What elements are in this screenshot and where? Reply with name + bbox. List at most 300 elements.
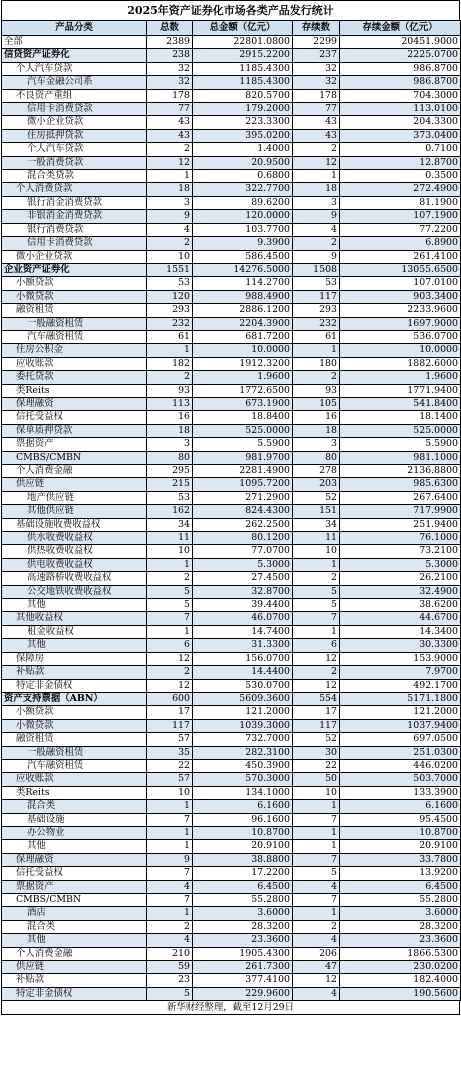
table-row <box>2 532 461 545</box>
header-category: 产品分类 <box>2 21 147 36</box>
outstanding-count-cell: 237 <box>293 49 340 62</box>
total-amount-cell: 3.6000 <box>193 907 293 920</box>
category-cell: 信贷资产证券化 <box>2 49 147 62</box>
total-count-cell: 2 <box>147 143 193 156</box>
outstanding-amount-cell: 12.8700 <box>340 156 461 169</box>
outstanding-count-cell: 206 <box>293 947 340 960</box>
total-amount-cell: 1.9600 <box>193 371 293 384</box>
table-row <box>2 974 461 987</box>
total-amount-cell: 525.0000 <box>193 424 293 437</box>
category-cell: 公交地铁收费收益权 <box>2 585 147 598</box>
total-count-cell: 1 <box>147 625 193 638</box>
total-amount-cell: 271.2900 <box>193 491 293 504</box>
outstanding-amount-cell: 2233.9600 <box>340 304 461 317</box>
outstanding-amount-cell: 541.8400 <box>340 397 461 410</box>
outstanding-count-cell: 9 <box>293 210 340 223</box>
table-row <box>2 880 461 893</box>
outstanding-amount-cell: 30.3300 <box>340 639 461 652</box>
outstanding-amount-cell: 14.3400 <box>340 625 461 638</box>
category-cell: 特定非金债权 <box>2 987 147 1000</box>
table-row <box>2 920 461 933</box>
outstanding-count-cell: 293 <box>293 304 340 317</box>
category-cell: 住房公积金 <box>2 344 147 357</box>
category-cell: 基础设施 <box>2 813 147 826</box>
table-row <box>2 894 461 907</box>
outstanding-amount-cell: 77.2200 <box>340 223 461 236</box>
category-cell: 委托贷款 <box>2 371 147 384</box>
total-amount-cell: 46.0700 <box>193 612 293 625</box>
outstanding-amount-cell: 26.2100 <box>340 572 461 585</box>
total-count-cell: 1 <box>147 800 193 813</box>
category-cell: 其他供应链 <box>2 505 147 518</box>
outstanding-count-cell: 61 <box>293 330 340 343</box>
header-outstanding-amount: 存续金额（亿元） <box>340 21 461 36</box>
category-cell: 个人消费贷款 <box>2 183 147 196</box>
outstanding-count-cell: 2 <box>293 237 340 250</box>
category-cell: 汽车金融公司系 <box>2 76 147 89</box>
total-amount-cell: 156.0700 <box>193 652 293 665</box>
outstanding-count-cell: 52 <box>293 491 340 504</box>
outstanding-amount-cell: 18.1400 <box>340 411 461 424</box>
category-cell: 一般融资租赁 <box>2 317 147 330</box>
outstanding-amount-cell: 44.6700 <box>340 612 461 625</box>
category-cell: 其他 <box>2 599 147 612</box>
table-row <box>2 237 461 250</box>
table-row <box>2 518 461 531</box>
outstanding-amount-cell: 1882.6000 <box>340 357 461 370</box>
total-count-cell: 10 <box>147 786 193 799</box>
category-cell: 小微贷款 <box>2 290 147 303</box>
total-amount-cell: 229.9600 <box>193 987 293 1000</box>
outstanding-count-cell: 18 <box>293 183 340 196</box>
outstanding-amount-cell: 28.3200 <box>340 920 461 933</box>
total-amount-cell: 14.4400 <box>193 666 293 679</box>
table-row <box>2 344 461 357</box>
table-row <box>2 679 461 692</box>
outstanding-count-cell: 6 <box>293 639 340 652</box>
outstanding-count-cell: 1 <box>293 800 340 813</box>
outstanding-count-cell: 7 <box>293 813 340 826</box>
outstanding-amount-cell: 182.4000 <box>340 974 461 987</box>
outstanding-amount-cell: 704.3000 <box>340 89 461 102</box>
table-row <box>2 250 461 263</box>
outstanding-count-cell: 1 <box>293 558 340 571</box>
total-amount-cell: 9.3900 <box>193 237 293 250</box>
outstanding-amount-cell: 0.7100 <box>340 143 461 156</box>
total-amount-cell: 10.0000 <box>193 344 293 357</box>
outstanding-amount-cell: 2136.8800 <box>340 465 461 478</box>
outstanding-count-cell: 93 <box>293 384 340 397</box>
category-cell: 应收账款 <box>2 773 147 786</box>
outstanding-amount-cell: 55.2800 <box>340 894 461 907</box>
total-count-cell: 2389 <box>147 36 193 49</box>
total-amount-cell: 377.4100 <box>193 974 293 987</box>
total-count-cell: 10 <box>147 250 193 263</box>
category-cell: 其他 <box>2 840 147 853</box>
table-row <box>2 759 461 772</box>
outstanding-count-cell: 12 <box>293 652 340 665</box>
total-count-cell: 182 <box>147 357 193 370</box>
outstanding-count-cell: 11 <box>293 532 340 545</box>
table-row <box>2 800 461 813</box>
category-cell: 基础设施收费收益权 <box>2 518 147 531</box>
category-cell: 供应链 <box>2 961 147 974</box>
category-cell: 保障房 <box>2 652 147 665</box>
category-cell: CMBS/CMBN <box>2 894 147 907</box>
total-amount-cell: 38.8800 <box>193 853 293 866</box>
table-row <box>2 465 461 478</box>
outstanding-count-cell: 151 <box>293 505 340 518</box>
total-amount-cell: 5.5900 <box>193 438 293 451</box>
total-count-cell: 5 <box>147 599 193 612</box>
total-count-cell: 3 <box>147 196 193 209</box>
outstanding-amount-cell: 261.4100 <box>340 250 461 263</box>
table-row <box>2 987 461 1000</box>
table-row <box>2 719 461 732</box>
outstanding-count-cell: 1 <box>293 625 340 638</box>
total-amount-cell: 77.0700 <box>193 545 293 558</box>
total-count-cell: 5 <box>147 585 193 598</box>
category-cell: 地产供应链 <box>2 491 147 504</box>
total-count-cell: 57 <box>147 733 193 746</box>
total-count-cell: 59 <box>147 961 193 974</box>
outstanding-amount-cell: 73.2100 <box>340 545 461 558</box>
total-count-cell: 2 <box>147 371 193 384</box>
outstanding-count-cell: 50 <box>293 773 340 786</box>
total-count-cell: 1 <box>147 170 193 183</box>
outstanding-amount-cell: 13055.6500 <box>340 263 461 276</box>
outstanding-amount-cell: 251.0300 <box>340 746 461 759</box>
outstanding-count-cell: 203 <box>293 478 340 491</box>
category-cell: 不良资产重组 <box>2 89 147 102</box>
table-row <box>2 317 461 330</box>
outstanding-amount-cell: 6.4500 <box>340 880 461 893</box>
total-amount-cell: 17.2200 <box>193 867 293 880</box>
outstanding-amount-cell: 153.9000 <box>340 652 461 665</box>
total-count-cell: 7 <box>147 612 193 625</box>
category-cell: 信用卡消费贷款 <box>2 103 147 116</box>
outstanding-count-cell: 77 <box>293 103 340 116</box>
outstanding-amount-cell: 10.0000 <box>340 344 461 357</box>
category-cell: 特定非金债权 <box>2 679 147 692</box>
header-row <box>2 21 461 36</box>
outstanding-amount-cell: 5.3000 <box>340 558 461 571</box>
total-amount-cell: 282.3100 <box>193 746 293 759</box>
total-count-cell: 43 <box>147 116 193 129</box>
outstanding-count-cell: 5 <box>293 867 340 880</box>
outstanding-count-cell: 178 <box>293 89 340 102</box>
category-cell: 住房抵押贷款 <box>2 129 147 142</box>
outstanding-count-cell: 7 <box>293 612 340 625</box>
table-row <box>2 143 461 156</box>
category-cell: 混合类 <box>2 920 147 933</box>
table-row <box>2 357 461 370</box>
table-row <box>2 599 461 612</box>
table-row <box>2 263 461 276</box>
outstanding-count-cell: 2 <box>293 143 340 156</box>
outstanding-amount-cell: 7.9700 <box>340 666 461 679</box>
outstanding-count-cell: 43 <box>293 116 340 129</box>
outstanding-amount-cell: 230.0200 <box>340 961 461 974</box>
category-cell: 类Reits <box>2 786 147 799</box>
total-count-cell: 4 <box>147 880 193 893</box>
total-count-cell: 178 <box>147 89 193 102</box>
outstanding-count-cell: 22 <box>293 759 340 772</box>
table-row <box>2 290 461 303</box>
table-row <box>2 330 461 343</box>
table-row <box>2 36 461 49</box>
total-count-cell: 162 <box>147 505 193 518</box>
outstanding-amount-cell: 1866.5300 <box>340 947 461 960</box>
category-cell: 资产支持票据（ABN） <box>2 692 147 705</box>
category-cell: 信托受益权 <box>2 411 147 424</box>
total-count-cell: 2 <box>147 920 193 933</box>
source-note: 新华财经整理，截至12月29日 <box>1 1001 460 1015</box>
outstanding-count-cell: 1508 <box>293 263 340 276</box>
total-count-cell: 93 <box>147 384 193 397</box>
outstanding-amount-cell: 3.6000 <box>340 907 461 920</box>
total-amount-cell: 96.1600 <box>193 813 293 826</box>
outstanding-count-cell: 12 <box>293 679 340 692</box>
category-cell: 银行消金消费贷款 <box>2 196 147 209</box>
header-outstanding-count: 存续数 <box>293 21 340 36</box>
outstanding-count-cell: 1 <box>293 826 340 839</box>
outstanding-amount-cell: 6.1600 <box>340 800 461 813</box>
category-cell: 应收账款 <box>2 357 147 370</box>
category-cell: 微小企业贷款 <box>2 250 147 263</box>
category-cell: 票据资产 <box>2 880 147 893</box>
category-cell: 高速路桥收费收益权 <box>2 572 147 585</box>
category-cell: 保理融资 <box>2 853 147 866</box>
total-amount-cell: 450.3900 <box>193 759 293 772</box>
outstanding-amount-cell: 503.7000 <box>340 773 461 786</box>
category-cell: 全部 <box>2 36 147 49</box>
outstanding-amount-cell: 6.8900 <box>340 237 461 250</box>
total-count-cell: 1 <box>147 344 193 357</box>
outstanding-count-cell: 2 <box>293 920 340 933</box>
total-count-cell: 210 <box>147 947 193 960</box>
outstanding-amount-cell: 32.4900 <box>340 585 461 598</box>
total-count-cell: 10 <box>147 545 193 558</box>
table-row <box>2 89 461 102</box>
total-amount-cell: 6.4500 <box>193 880 293 893</box>
category-cell: 保理融资 <box>2 397 147 410</box>
category-cell: 汽车融资租赁 <box>2 759 147 772</box>
total-amount-cell: 262.2500 <box>193 518 293 531</box>
total-amount-cell: 2204.3900 <box>193 317 293 330</box>
outstanding-amount-cell: 38.6200 <box>340 599 461 612</box>
category-cell: 汽车融资租赁 <box>2 330 147 343</box>
outstanding-count-cell: 32 <box>293 62 340 75</box>
total-count-cell: 7 <box>147 867 193 880</box>
outstanding-count-cell: 4 <box>293 223 340 236</box>
category-cell: 混合类贷款 <box>2 170 147 183</box>
total-amount-cell: 1039.3000 <box>193 719 293 732</box>
category-cell: 补贴款 <box>2 666 147 679</box>
outstanding-count-cell: 2 <box>293 371 340 384</box>
outstanding-count-cell: 7 <box>293 853 340 866</box>
total-count-cell: 16 <box>147 411 193 424</box>
outstanding-amount-cell: 272.4900 <box>340 183 461 196</box>
outstanding-amount-cell: 95.4500 <box>340 813 461 826</box>
total-amount-cell: 134.1000 <box>193 786 293 799</box>
category-cell: 小额贷款 <box>2 706 147 719</box>
table-row <box>2 371 461 384</box>
category-cell: 酒店 <box>2 907 147 920</box>
outstanding-amount-cell: 107.0100 <box>340 277 461 290</box>
total-amount-cell: 6.1600 <box>193 800 293 813</box>
category-cell: 信用卡消费贷款 <box>2 237 147 250</box>
outstanding-count-cell: 5 <box>293 599 340 612</box>
category-cell: 融资租赁 <box>2 304 147 317</box>
table-row <box>2 692 461 705</box>
total-count-cell: 23 <box>147 974 193 987</box>
table-row <box>2 304 461 317</box>
outstanding-amount-cell: 10.8700 <box>340 826 461 839</box>
total-amount-cell: 23.3600 <box>193 934 293 947</box>
outstanding-count-cell: 278 <box>293 465 340 478</box>
outstanding-count-cell: 105 <box>293 397 340 410</box>
total-count-cell: 12 <box>147 156 193 169</box>
table-row <box>2 478 461 491</box>
total-amount-cell: 261.7300 <box>193 961 293 974</box>
total-count-cell: 1 <box>147 826 193 839</box>
outstanding-amount-cell: 717.9900 <box>340 505 461 518</box>
category-cell: 个人消费金融 <box>2 947 147 960</box>
total-count-cell: 61 <box>147 330 193 343</box>
total-count-cell: 600 <box>147 692 193 705</box>
total-count-cell: 4 <box>147 223 193 236</box>
outstanding-count-cell: 1 <box>293 344 340 357</box>
outstanding-amount-cell: 903.3400 <box>340 290 461 303</box>
outstanding-count-cell: 1 <box>293 907 340 920</box>
total-amount-cell: 395.0200 <box>193 129 293 142</box>
total-count-cell: 2 <box>147 666 193 679</box>
category-cell: 小微贷款 <box>2 719 147 732</box>
total-amount-cell: 1095.7200 <box>193 478 293 491</box>
table-row <box>2 572 461 585</box>
total-amount-cell: 1.4000 <box>193 143 293 156</box>
category-cell: 信托受益权 <box>2 867 147 880</box>
outstanding-amount-cell: 1697.9000 <box>340 317 461 330</box>
outstanding-count-cell: 117 <box>293 719 340 732</box>
table-row <box>2 397 461 410</box>
table-row <box>2 491 461 504</box>
table-row <box>2 826 461 839</box>
total-amount-cell: 2886.1200 <box>193 304 293 317</box>
category-cell: 其他收益权 <box>2 612 147 625</box>
total-amount-cell: 14276.5000 <box>193 263 293 276</box>
category-cell: 供应链 <box>2 478 147 491</box>
total-count-cell: 117 <box>147 719 193 732</box>
table-row <box>2 156 461 169</box>
total-count-cell: 32 <box>147 62 193 75</box>
table-row <box>2 277 461 290</box>
table-row <box>2 558 461 571</box>
total-count-cell: 1551 <box>147 263 193 276</box>
total-amount-cell: 1772.6500 <box>193 384 293 397</box>
total-count-cell: 22 <box>147 759 193 772</box>
total-count-cell: 34 <box>147 518 193 531</box>
outstanding-count-cell: 3 <box>293 196 340 209</box>
total-count-cell: 215 <box>147 478 193 491</box>
total-count-cell: 43 <box>147 129 193 142</box>
total-amount-cell: 32.8700 <box>193 585 293 598</box>
category-cell: 融资租赁 <box>2 733 147 746</box>
table-row <box>2 545 461 558</box>
header-total-count: 总数 <box>147 21 193 36</box>
total-count-cell: 9 <box>147 853 193 866</box>
outstanding-amount-cell: 985.6300 <box>340 478 461 491</box>
outstanding-count-cell: 9 <box>293 250 340 263</box>
total-count-cell: 2 <box>147 572 193 585</box>
total-count-cell: 238 <box>147 49 193 62</box>
total-amount-cell: 223.3300 <box>193 116 293 129</box>
total-amount-cell: 1905.4300 <box>193 947 293 960</box>
total-count-cell: 6 <box>147 639 193 652</box>
total-amount-cell: 18.8400 <box>193 411 293 424</box>
category-cell: 个人消费金融 <box>2 465 147 478</box>
total-count-cell: 12 <box>147 652 193 665</box>
outstanding-count-cell: 10 <box>293 545 340 558</box>
table-row <box>2 733 461 746</box>
total-amount-cell: 120.0000 <box>193 210 293 223</box>
outstanding-count-cell: 18 <box>293 424 340 437</box>
total-amount-cell: 570.3000 <box>193 773 293 786</box>
outstanding-amount-cell: 23.3600 <box>340 934 461 947</box>
category-cell: 个人汽车贷款 <box>2 62 147 75</box>
outstanding-amount-cell: 373.0400 <box>340 129 461 142</box>
table-row <box>2 585 461 598</box>
outstanding-amount-cell: 492.1700 <box>340 679 461 692</box>
total-amount-cell: 22801.0800 <box>193 36 293 49</box>
outstanding-amount-cell: 525.0000 <box>340 424 461 437</box>
total-amount-cell: 55.2800 <box>193 894 293 907</box>
outstanding-count-cell: 2299 <box>293 36 340 49</box>
total-count-cell: 11 <box>147 532 193 545</box>
outstanding-count-cell: 4 <box>293 934 340 947</box>
table-row <box>2 223 461 236</box>
table-row <box>2 639 461 652</box>
header-total-amount: 总金额（亿元） <box>193 21 293 36</box>
table-row <box>2 505 461 518</box>
total-amount-cell: 1185.4300 <box>193 62 293 75</box>
total-amount-cell: 28.3200 <box>193 920 293 933</box>
outstanding-amount-cell: 536.0700 <box>340 330 461 343</box>
total-amount-cell: 103.7700 <box>193 223 293 236</box>
category-cell: 其他 <box>2 934 147 947</box>
table-row <box>2 961 461 974</box>
category-cell: 补贴款 <box>2 974 147 987</box>
total-amount-cell: 0.6800 <box>193 170 293 183</box>
total-count-cell: 17 <box>147 706 193 719</box>
total-count-cell: 32 <box>147 76 193 89</box>
total-amount-cell: 5609.3600 <box>193 692 293 705</box>
outstanding-count-cell: 80 <box>293 451 340 464</box>
outstanding-count-cell: 7 <box>293 894 340 907</box>
category-cell: 银行消费贷款 <box>2 223 147 236</box>
table-row <box>2 49 461 62</box>
total-count-cell: 295 <box>147 465 193 478</box>
total-count-cell: 7 <box>147 894 193 907</box>
table-row <box>2 612 461 625</box>
outstanding-amount-cell: 0.3500 <box>340 170 461 183</box>
outstanding-amount-cell: 33.7800 <box>340 853 461 866</box>
category-cell: 租金收益权 <box>2 625 147 638</box>
table-row <box>2 62 461 75</box>
table-row <box>2 411 461 424</box>
table-row <box>2 867 461 880</box>
